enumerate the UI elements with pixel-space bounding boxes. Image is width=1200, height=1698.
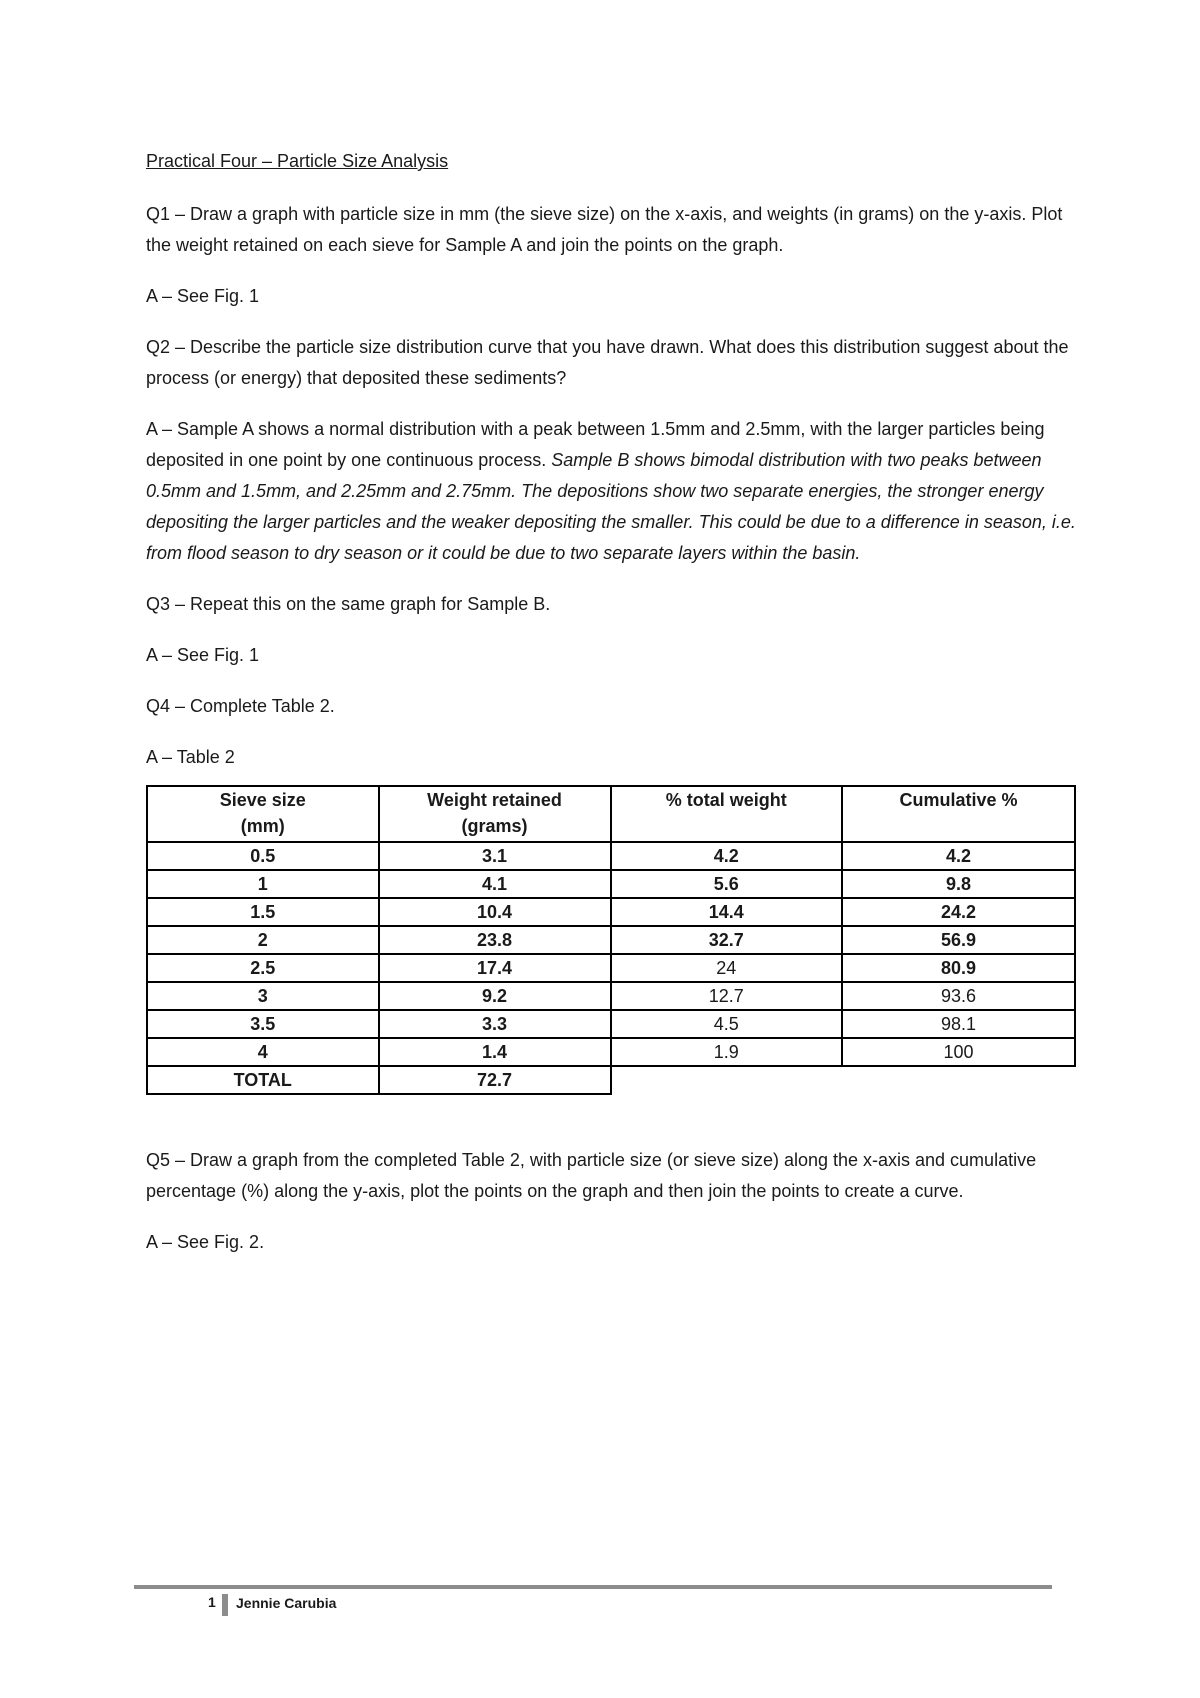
cell-weight: 9.2	[379, 982, 611, 1010]
cell-pct: 32.7	[611, 926, 842, 954]
table-2	[146, 785, 1076, 1095]
cell-sieve: 1	[147, 870, 379, 898]
table-row	[147, 1038, 1075, 1066]
answer-1: A – See Fig. 1	[146, 286, 260, 306]
header-weight-line2: (grams)	[461, 816, 528, 836]
cell-total-value: 72.7	[379, 1066, 611, 1094]
header-cumulative: Cumulative %	[842, 786, 1075, 842]
cell-cum: 4.2	[842, 842, 1075, 870]
cell-pct: 24	[611, 954, 842, 982]
cell-pct: 5.6	[611, 870, 842, 898]
answer-2	[146, 414, 1076, 569]
cell-sieve: 0.5	[147, 842, 379, 870]
header-sieve-line1: Sieve size	[219, 790, 306, 810]
cell-weight: 3.3	[379, 1010, 611, 1038]
table-body	[147, 842, 1075, 1094]
cell-sieve: 3.5	[147, 1010, 379, 1038]
page-footer	[0, 1594, 1200, 1624]
footer-rule	[134, 1585, 1052, 1589]
answer-5: A – See Fig. 2.	[146, 1232, 265, 1252]
cell-pct: 4.5	[611, 1010, 842, 1038]
cell-total-label: TOTAL	[147, 1066, 379, 1094]
table-row	[147, 954, 1075, 982]
header-sieve-line2: (mm)	[240, 816, 285, 836]
answer-4: A – Table 2	[146, 747, 235, 767]
cell-weight: 1.4	[379, 1038, 611, 1066]
cell-sieve: 2	[147, 926, 379, 954]
cell-cum: 24.2	[842, 898, 1075, 926]
cell-pct: 14.4	[611, 898, 842, 926]
footer-author: Jennie Carubia	[236, 1595, 337, 1611]
cell-weight: 10.4	[379, 898, 611, 926]
cell-weight: 17.4	[379, 954, 611, 982]
cell-weight: 23.8	[379, 926, 611, 954]
table-row	[147, 1010, 1075, 1038]
cell-sieve: 1.5	[147, 898, 379, 926]
cell-weight: 3.1	[379, 842, 611, 870]
table-header-row	[147, 786, 1075, 842]
cell-cum: 100	[842, 1038, 1075, 1066]
header-pct-total: % total weight	[611, 786, 842, 842]
cell-pct: 12.7	[611, 982, 842, 1010]
table-total-row	[147, 1066, 1075, 1094]
document-body	[146, 146, 1076, 1278]
cell-empty	[842, 1066, 1075, 1094]
table-row	[147, 982, 1075, 1010]
cell-cum: 80.9	[842, 954, 1075, 982]
cell-sieve: 4	[147, 1038, 379, 1066]
cell-pct: 4.2	[611, 842, 842, 870]
question-2: Q2 – Describe the particle size distribution curve that you have drawn. What does this distribution suggest about the process (or energy) that deposited these sediments?	[146, 337, 1069, 388]
question-4: Q4 – Complete Table 2.	[146, 696, 335, 716]
header-sieve-size	[147, 786, 379, 842]
cell-cum: 93.6	[842, 982, 1075, 1010]
cell-cum: 98.1	[842, 1010, 1075, 1038]
header-weight-retained	[379, 786, 611, 842]
header-weight-line1: Weight retained	[427, 790, 562, 810]
answer-2-italic: Sample B shows bimodal distribution with two peaks between 0.5mm and 1.5mm, and 2.25mm and 2.75mm. The depositions show two separate energies, the stronger energy depositing the larger particles and the weaker depositing the smaller. This could be due to a difference in season, i.e. from flood season to dry season or it could be due to two separate layers within the basin.	[146, 450, 1076, 563]
cell-cum: 9.8	[842, 870, 1075, 898]
cell-cum: 56.9	[842, 926, 1075, 954]
question-1: Q1 – Draw a graph with particle size in mm (the sieve size) on the x-axis, and weights (in grams) on the y-axis. Plot the weight retained on each sieve for Sample A and join the points on the graph.	[146, 204, 1063, 255]
cell-empty	[611, 1066, 842, 1094]
cell-pct: 1.9	[611, 1038, 842, 1066]
question-3: Q3 – Repeat this on the same graph for Sample B.	[146, 594, 551, 614]
cell-sieve: 3	[147, 982, 379, 1010]
table-row	[147, 898, 1075, 926]
cell-sieve: 2.5	[147, 954, 379, 982]
table-row	[147, 870, 1075, 898]
answer-3: A – See Fig. 1	[146, 645, 260, 665]
table-row	[147, 926, 1075, 954]
page-number: 1	[208, 1594, 216, 1610]
footer-separator	[222, 1594, 228, 1616]
answer-2-normal: A – Sample A shows a normal distribution with a peak between 1.5mm and 2.5mm, with the larger particles being deposited in one point by one continuous process.	[146, 419, 1045, 470]
cell-weight: 4.1	[379, 870, 611, 898]
question-5: Q5 – Draw a graph from the completed Table 2, with particle size (or sieve size) along the x-axis and cumulative percentage (%) along the y-axis, plot the points on the graph and then join the points to create a curve.	[146, 1150, 1037, 1201]
page-title: Practical Four – Particle Size Analysis	[146, 151, 449, 171]
table-row	[147, 842, 1075, 870]
